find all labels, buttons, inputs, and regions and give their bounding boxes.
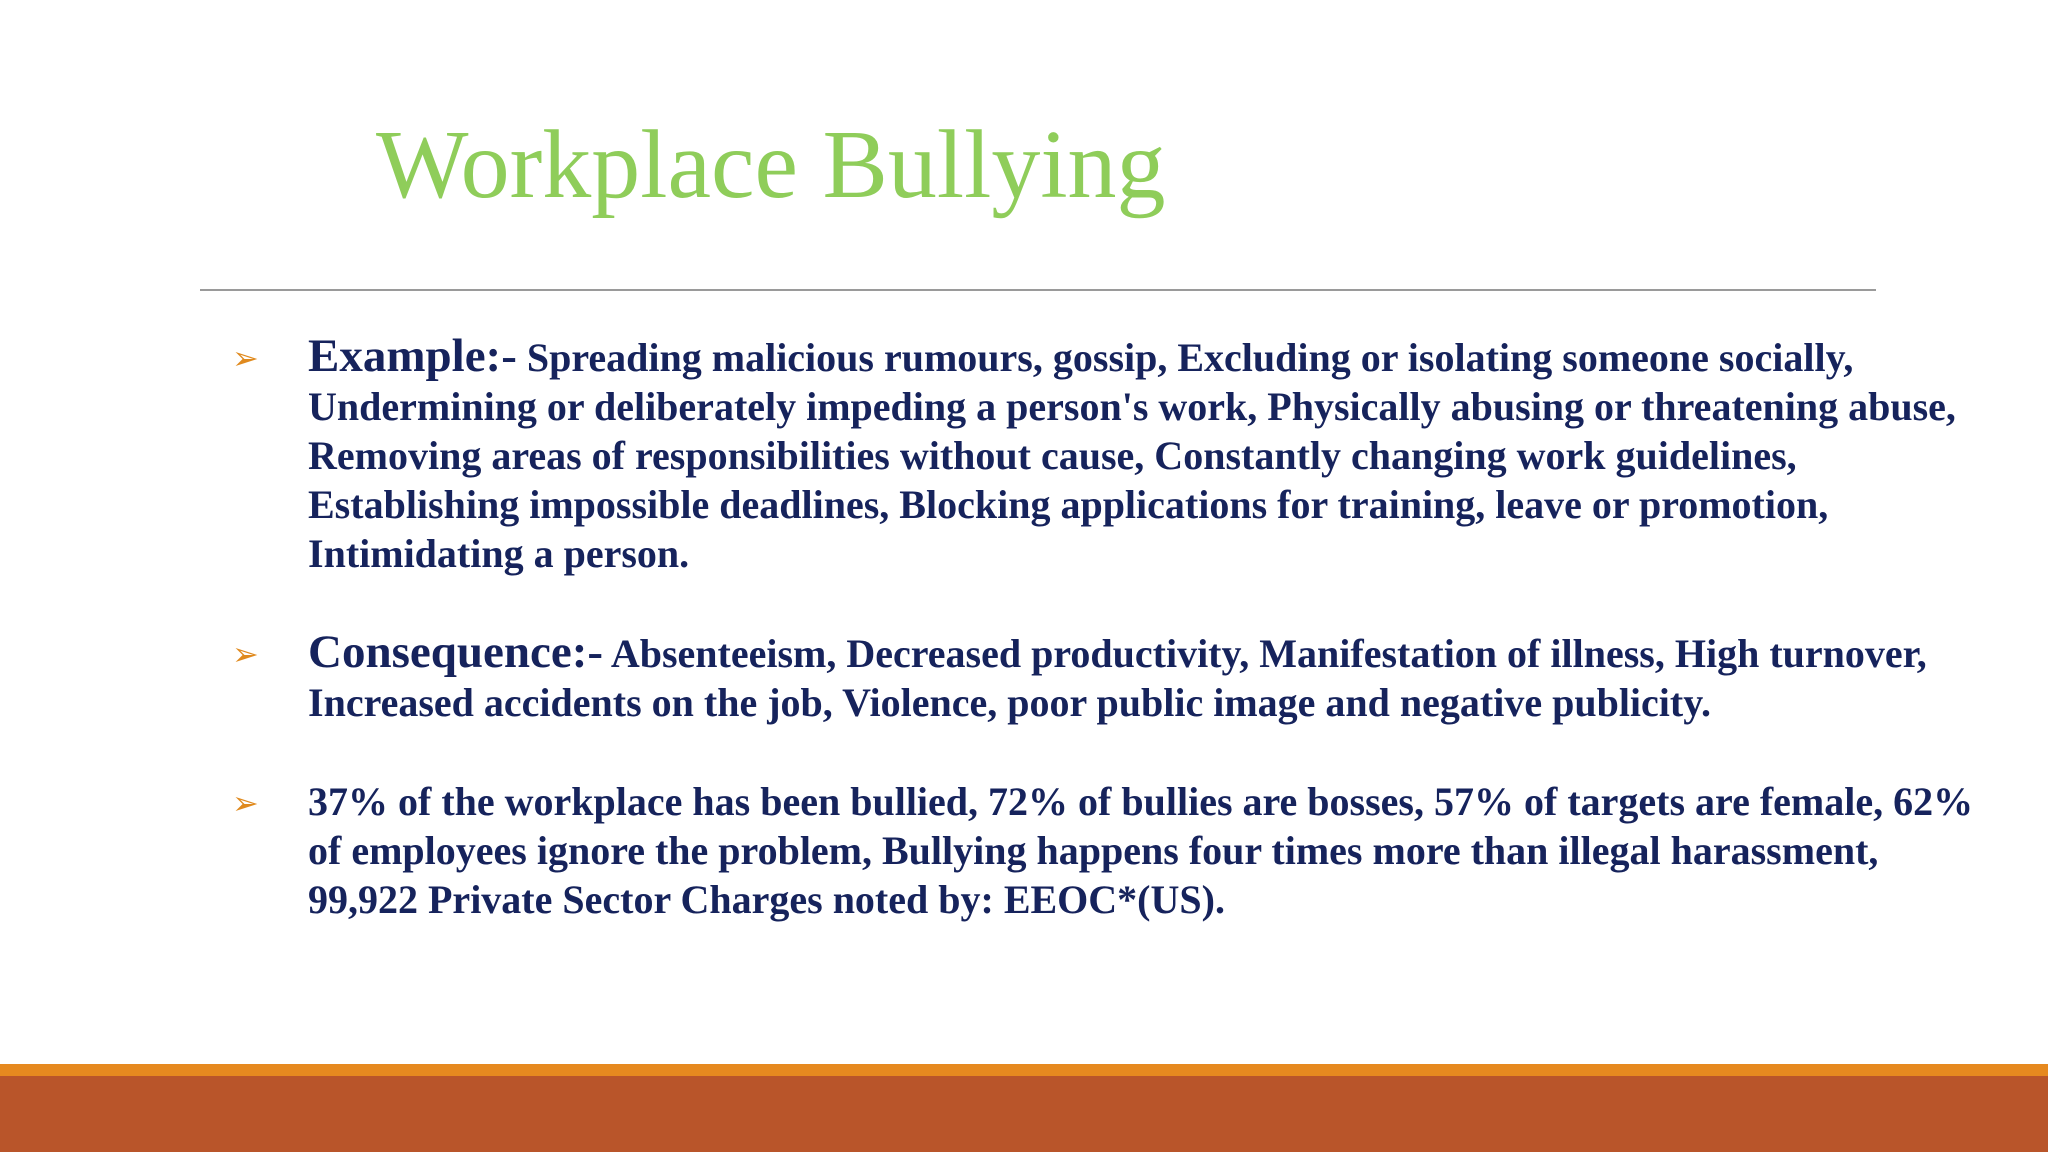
title-divider xyxy=(200,289,1876,291)
slide-title: Workplace Bullying xyxy=(376,111,1166,219)
arrow-bullet-icon: ➢ xyxy=(232,635,259,673)
bullet-text: 37% of the workplace has been bullied, 72% of bullies are bosses, 57% of targets are female, 62% of employees ignore the problem, Bullying happens four times more than illegal harassment, 99,922 Private Sector Charges noted by: EEOC*(US). xyxy=(308,779,1974,922)
bullet-text: Spreading malicious rumours, gossip, Excluding or isolating someone socially, Undermining or deliberately impeding a person's work, Physically abusing or threatening abuse, Removing areas of responsibilities without cause, Constantly changing work guidelines, Establishing impossible deadlines, Blocking applications for training, leave or promotion, Intimidating a person. xyxy=(308,335,1956,576)
bullet-text: Absenteeism, Decreased productivity, Manifestation of illness, High turnover, Increased accidents on the job, Violence, poor public image and negative publicity. xyxy=(308,631,1927,725)
bullet-example xyxy=(230,332,1990,578)
footer-bar xyxy=(0,1076,2048,1152)
bullet-list xyxy=(230,332,1990,924)
footer-accent-stripe xyxy=(0,1064,2048,1076)
bullet-consequence xyxy=(230,628,1990,727)
arrow-bullet-icon: ➢ xyxy=(232,339,259,377)
bullet-lead: Consequence:- xyxy=(308,626,604,678)
arrow-bullet-icon: ➢ xyxy=(232,784,259,822)
bullet-lead: Example:- xyxy=(308,330,517,382)
bullet-statistics xyxy=(230,777,1990,924)
